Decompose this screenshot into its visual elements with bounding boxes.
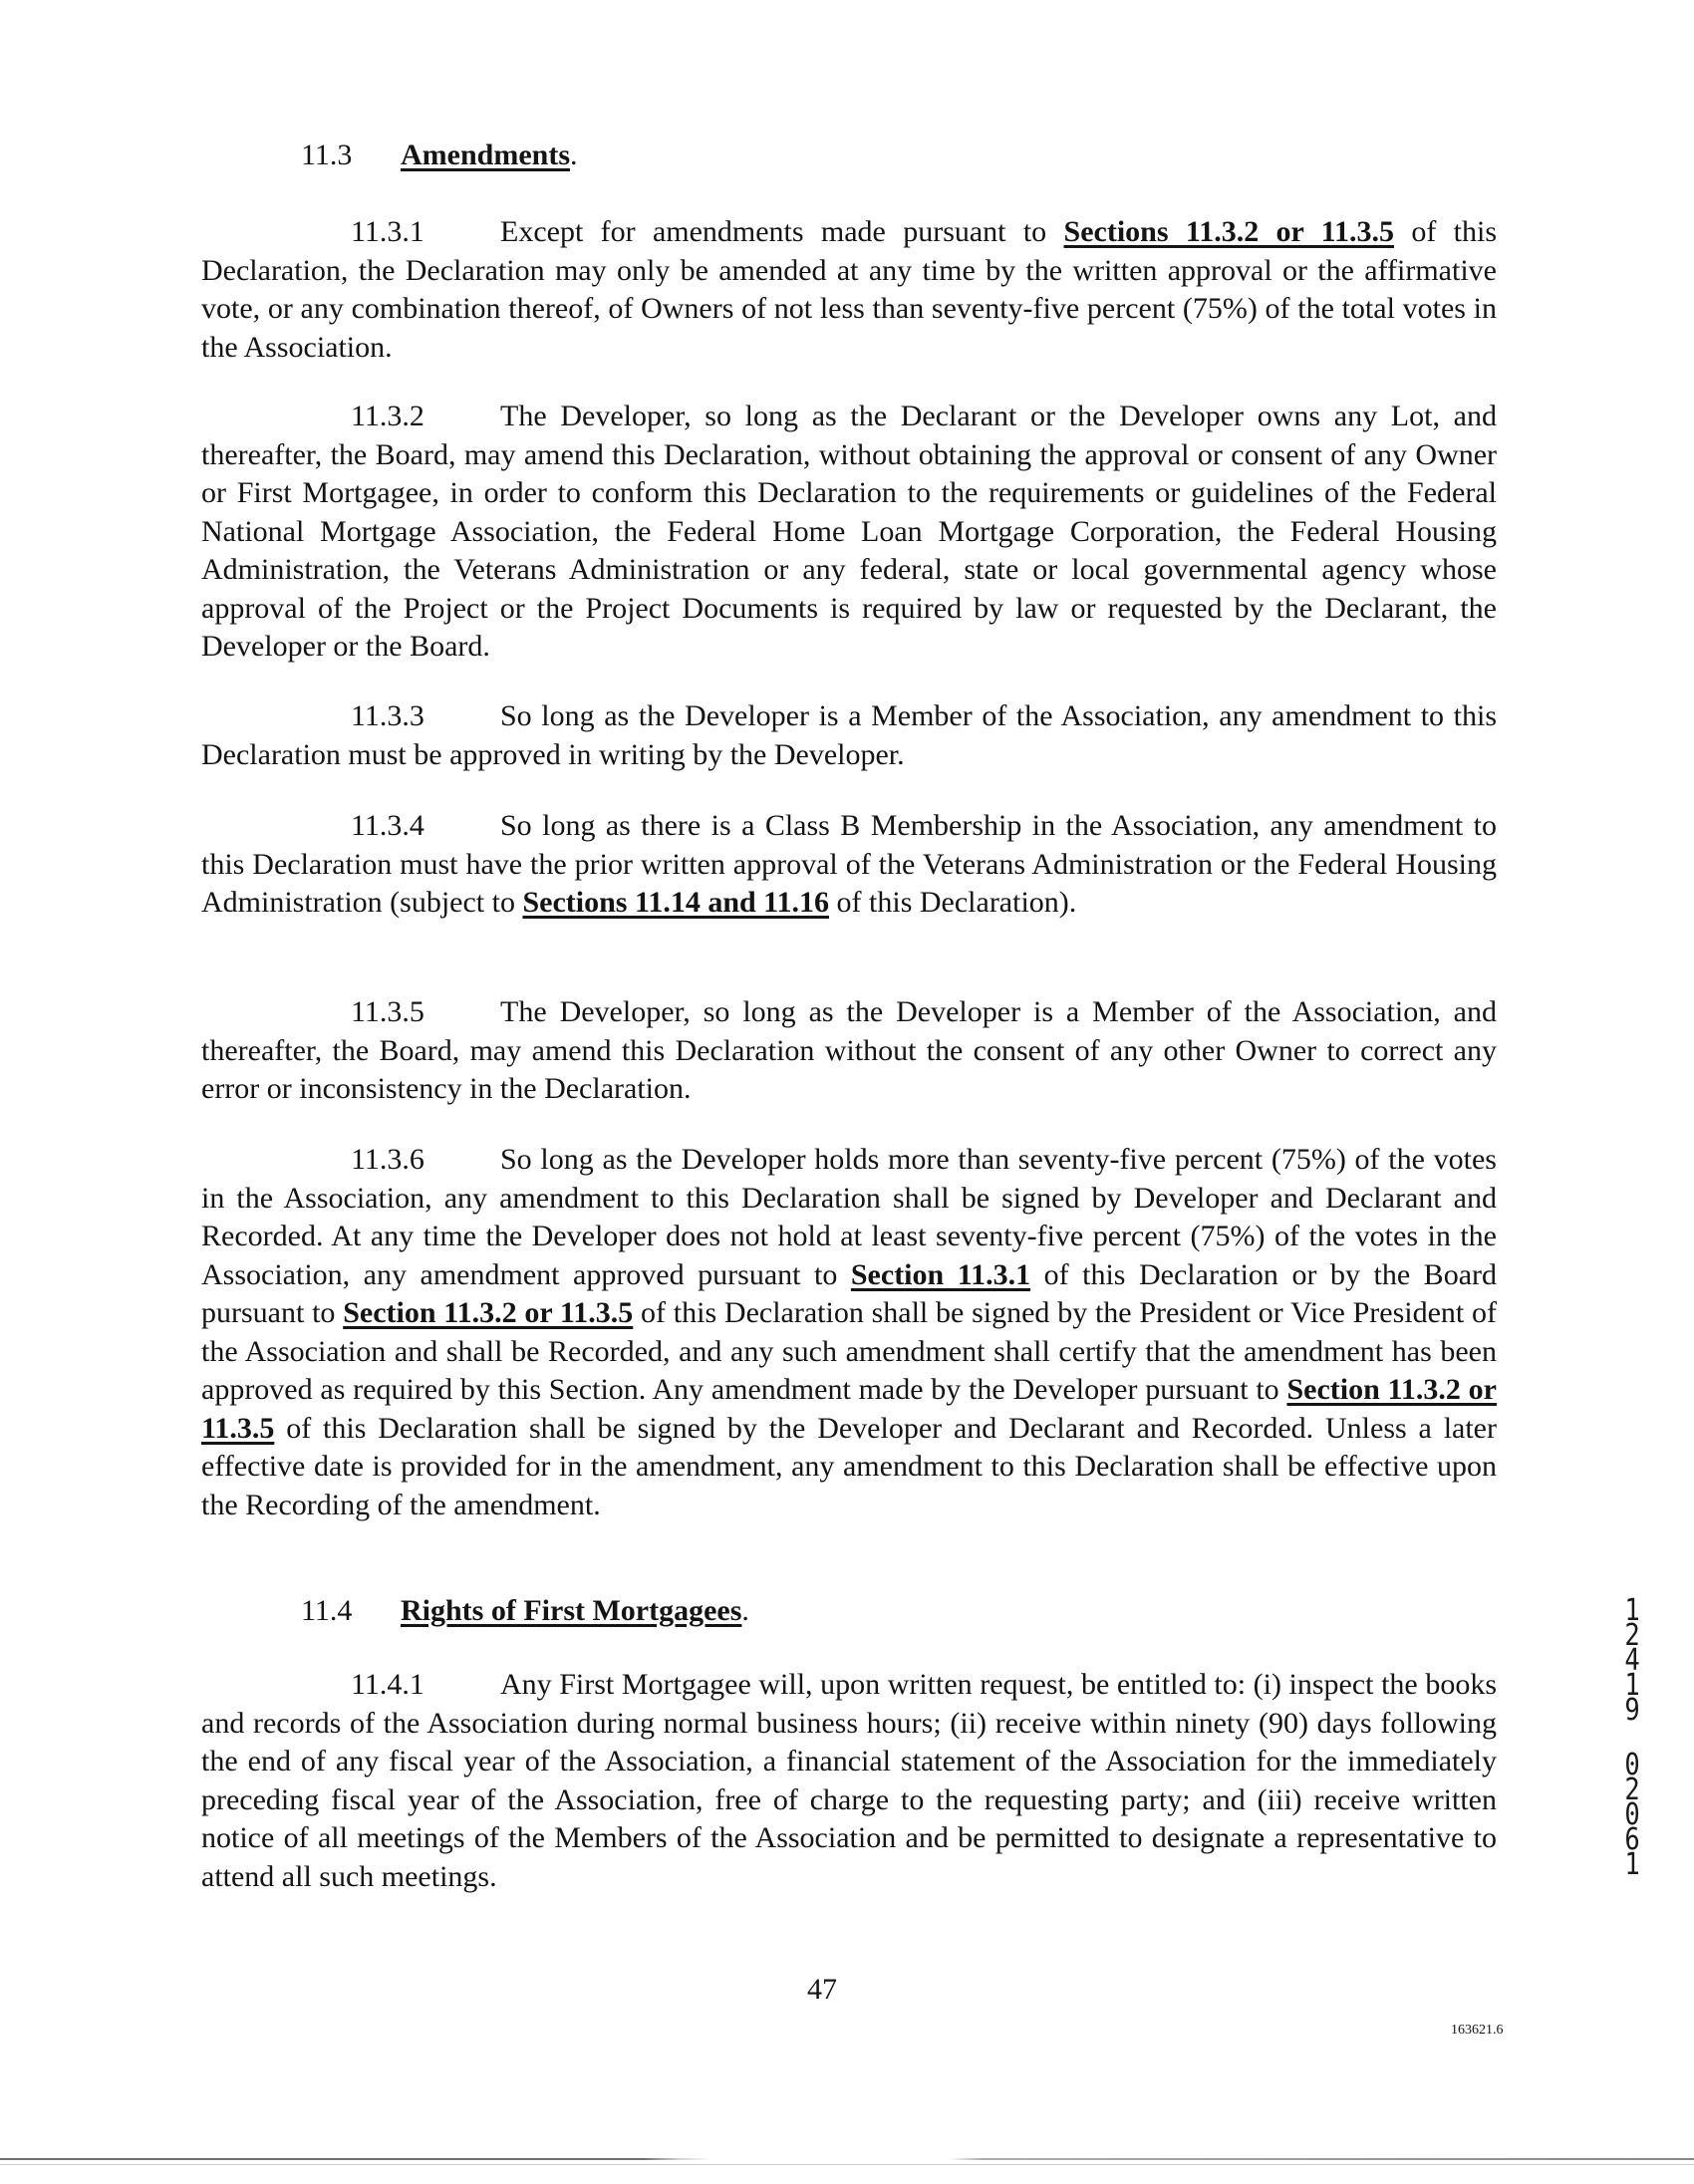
section-reference: Section 11.3.2 or 11.3.5 [343,1296,634,1329]
recording-stamp [1615,1593,1649,1882]
section-reference: Sections 11.3.2 or 11.3.5 [1063,215,1394,248]
section-reference: Section 11.3.1 [850,1257,1031,1291]
stamp-digit: 1 [1624,1668,1640,1703]
paragraph-text: of this Declaration or by the Board pursuant to [201,1257,1497,1329]
stamp-digit: 2 [1624,1773,1640,1807]
stamp-digit: 4 [1624,1643,1640,1678]
stamp-digit: 0 [1624,1748,1640,1782]
stamp-digit: 0 [1624,1797,1640,1832]
stamp-digit: 2 [1624,1618,1640,1653]
document-id: 163621.6 [1451,2023,1504,2038]
stamp-digit: 6 [1624,1822,1640,1857]
paragraph-text: So long as the Developer holds more than seventy-five percent (75%) of the votes in the Association, any amendment to this Declaration shall be signed by Developer and Declarant and Recorded. At any time the Developer does not hold at least seventy-five percent (75%) of the votes in the Association, any amendment approved pursuant to [201,1143,1497,1291]
scan-edge-line [0,2158,1694,2160]
stamp-digit: 9 [1624,1693,1640,1728]
section-title: Amendments [401,138,570,171]
section-title-period: . [741,1594,749,1627]
paragraph-11-3-4 [201,807,1497,923]
paragraph-text: of this Declaration shall be signed by the President or Vice President of the Association and shall be Recorded, and any such amendment shall certify that the amendment has been approved as required by this Section. Any amendment made by the Developer pursuant to [201,1296,1497,1406]
paragraph-number: 11.3.3 [351,699,424,732]
paragraph-text: of this Declaration, the Declaration may only be amended at any time by the written approval or the affirmative vote, or any combination thereof, of Owners of not less than seventy-five percent (75%) of the total votes in the Association. [201,215,1498,364]
paragraph-11-3-2 [201,398,1497,667]
paragraph-11-3-3 [201,697,1497,774]
section-heading-11-4 [301,1592,749,1630]
paragraph-number: 11.3.1 [351,215,424,248]
paragraph-number: 11.3.6 [351,1143,424,1176]
paragraph-text: The Developer, so long as the Developer is a Member of the Association, and thereafter, the Board, may amend this Declaration without the consent of any other Owner to correct any error or inconsistency in the Declaration. [201,995,1497,1105]
section-title: Rights of First Mortgagees [401,1594,742,1627]
stamp-digit: 1 [1624,1847,1640,1882]
paragraph-11-3-6 [201,1141,1497,1524]
section-number: 11.4 [301,1594,353,1627]
section-number: 11.3 [301,138,353,171]
page-number: 47 [807,1973,837,2006]
paragraph-text: So long as the Developer is a Member of the Association, any amendment to this Declaration must be approved in writing by the Developer. [201,699,1497,771]
section-reference: Section 11.3.2 or 11.3.5 [201,1373,1497,1445]
paragraph-text: of this Declaration shall be signed by the Developer and Declarant and Recorded. Unless a later effective date is provided for in the amendment, any amendment to this Declaration shall be effective upon the Recording of the amendment. [201,1411,1497,1521]
stamp-digit: 1 [1624,1593,1640,1628]
section-title-period: . [570,138,578,171]
paragraph-number: 11.3.2 [351,400,424,432]
scan-edge-line [0,2164,1694,2165]
paragraph-number: 11.3.5 [351,995,424,1028]
paragraph-number: 11.3.4 [351,809,424,842]
paragraph-text: The Developer, so long as the Declarant or the Developer owns any Lot, and thereafter, the Board, may amend this Declaration, without obtaining the approval or consent of any Owner or First Mortgagee, in order to conform this Declaration to the requirements or guidelines of the Federal National Mortgage Association, the Federal Home Loan Mortgage Corporation, the Federal Housing Administration, the Veterans Administration or any federal, state or local governmental agency whose approval of the Project or the Project Documents is required by law or requested by the Declarant, the Developer or the Board. [201,400,1497,663]
paragraph-number: 11.4.1 [351,1668,424,1701]
paragraph-text: of this Declaration). [829,886,1077,919]
paragraph-11-3-1 [201,213,1497,367]
paragraph-text: So long as there is a Class B Membership in the Association, any amendment to this Declaration must have the prior written approval of the Veterans Administration or the Federal Housing Administration (subject to [201,809,1497,919]
section-heading-11-3 [301,136,578,174]
paragraph-text: Except for amendments made pursuant to [500,215,1064,248]
section-reference: Sections 11.14 and 11.16 [522,886,830,919]
paragraph-11-4-1 [201,1666,1497,1896]
paragraph-11-3-5 [201,993,1497,1109]
paragraph-text: Any First Mortgagee will, upon written request, be entitled to: (i) inspect the books and records of the Association during normal business hours; (ii) receive within ninety (90) days following the end of any fiscal year of the Association, a financial statement of the Association for the immediately preceding fiscal year of the Association, free of charge to the requesting party; and (iii) receive written notice of all meetings of the Members of the Association and be permitted to designate a representative to attend all such meetings. [201,1668,1497,1893]
